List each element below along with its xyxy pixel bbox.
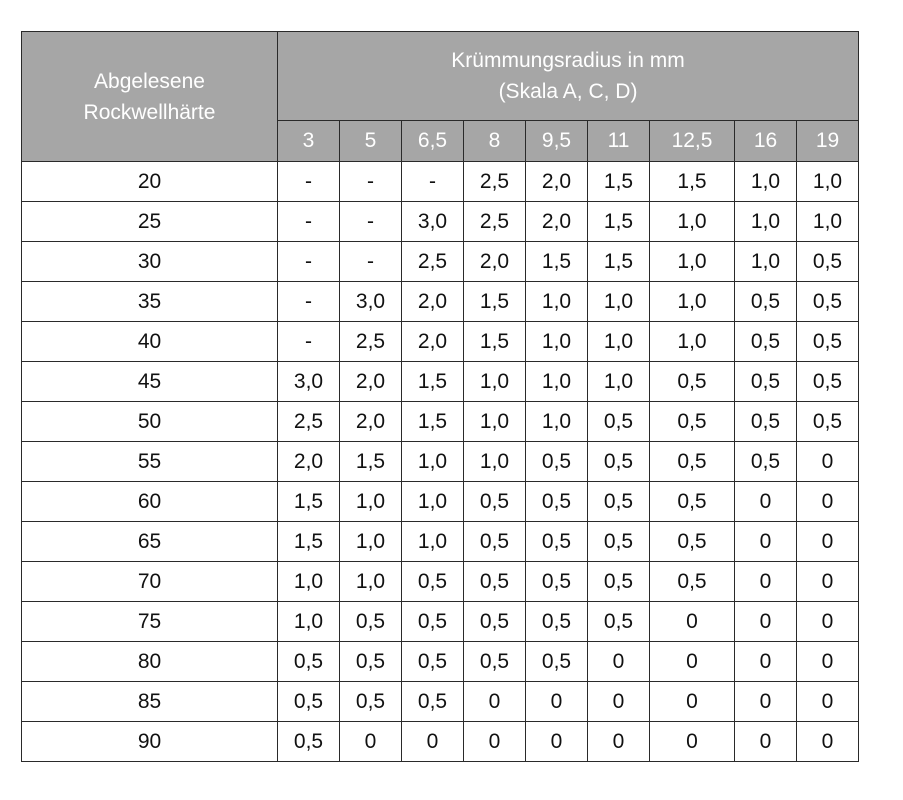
correction-value-cell: 2,0 (340, 362, 402, 402)
correction-value-cell: - (278, 202, 340, 242)
row-header-line2: Rockwellhärte (83, 100, 216, 124)
row-header-line1: Abgelesene (94, 69, 205, 93)
correction-table (21, 31, 859, 762)
correction-value-cell: 2,5 (402, 242, 464, 282)
hardness-cell: 70 (22, 562, 278, 602)
correction-value-cell: 0 (797, 562, 859, 602)
correction-value-cell: 0 (650, 722, 735, 762)
correction-value-cell: 0 (735, 602, 797, 642)
table-header (22, 32, 859, 162)
correction-value-cell: 0 (650, 642, 735, 682)
correction-value-cell: 0,5 (797, 242, 859, 282)
correction-value-cell: 0,5 (588, 562, 650, 602)
correction-value-cell: 0,5 (340, 602, 402, 642)
correction-value-cell: 0,5 (735, 282, 797, 322)
correction-value-cell: 1,0 (650, 202, 735, 242)
correction-value-cell: 1,0 (735, 162, 797, 202)
hardness-cell: 20 (22, 162, 278, 202)
correction-value-cell: 0,5 (464, 602, 526, 642)
correction-value-cell: 1,5 (402, 362, 464, 402)
correction-value-cell: 2,5 (464, 202, 526, 242)
table-row (22, 202, 859, 242)
correction-value-cell: 0,5 (464, 562, 526, 602)
correction-value-cell: 0,5 (735, 362, 797, 402)
correction-value-cell: 0 (735, 562, 797, 602)
correction-value-cell: 0,5 (526, 442, 588, 482)
correction-value-cell: 1,0 (526, 322, 588, 362)
correction-value-cell: 1,5 (464, 322, 526, 362)
correction-value-cell: 1,0 (402, 442, 464, 482)
correction-value-cell: 0,5 (650, 362, 735, 402)
correction-value-cell: 0 (735, 722, 797, 762)
correction-value-cell: - (278, 322, 340, 362)
correction-value-cell: 1,5 (464, 282, 526, 322)
table-row (22, 442, 859, 482)
table-row (22, 362, 859, 402)
correction-value-cell: 2,0 (464, 242, 526, 282)
correction-value-cell: 0,5 (650, 402, 735, 442)
correction-value-cell: 1,5 (650, 162, 735, 202)
correction-value-cell: 0,5 (797, 282, 859, 322)
correction-value-cell: 1,5 (588, 162, 650, 202)
correction-value-cell: 0,5 (588, 522, 650, 562)
table-row (22, 322, 859, 362)
hardness-cell: 85 (22, 682, 278, 722)
correction-value-cell: 1,0 (402, 482, 464, 522)
correction-value-cell: 0 (650, 682, 735, 722)
correction-value-cell: 0,5 (526, 562, 588, 602)
correction-value-cell: 1,0 (650, 242, 735, 282)
correction-value-cell: - (402, 162, 464, 202)
hardness-cell: 40 (22, 322, 278, 362)
correction-value-cell: 0,5 (526, 522, 588, 562)
correction-value-cell: 0 (797, 482, 859, 522)
correction-value-cell: 1,0 (464, 402, 526, 442)
correction-value-cell: 0 (588, 682, 650, 722)
group-header-radius (278, 32, 859, 121)
correction-value-cell: 0 (797, 642, 859, 682)
table-row (22, 402, 859, 442)
correction-value-cell: 2,5 (278, 402, 340, 442)
radius-header-cell: 12,5 (650, 121, 735, 162)
correction-value-cell: 0,5 (650, 482, 735, 522)
table-row (22, 682, 859, 722)
correction-value-cell: 2,0 (402, 322, 464, 362)
correction-value-cell: 0,5 (402, 642, 464, 682)
correction-value-cell: 0 (650, 602, 735, 642)
correction-value-cell: 1,0 (650, 282, 735, 322)
correction-value-cell: 2,0 (340, 402, 402, 442)
table-row (22, 162, 859, 202)
correction-value-cell: 0 (735, 642, 797, 682)
hardness-cell: 90 (22, 722, 278, 762)
correction-value-cell: 0 (526, 722, 588, 762)
correction-value-cell: 1,0 (402, 522, 464, 562)
correction-value-cell: 0,5 (464, 482, 526, 522)
table-body (22, 162, 859, 762)
group-header-line2: (Skala A, C, D) (498, 80, 638, 103)
correction-value-cell: 0,5 (526, 482, 588, 522)
correction-value-cell: 0 (588, 722, 650, 762)
correction-value-cell: 1,0 (278, 602, 340, 642)
correction-value-cell: 0,5 (278, 722, 340, 762)
correction-value-cell: 0 (797, 522, 859, 562)
correction-value-cell: 0 (797, 602, 859, 642)
correction-value-cell: 1,0 (588, 322, 650, 362)
table-row (22, 522, 859, 562)
correction-value-cell: 1,0 (735, 202, 797, 242)
table-row (22, 482, 859, 522)
correction-value-cell: 0,5 (588, 442, 650, 482)
row-header-hardness (22, 32, 278, 162)
correction-value-cell: 1,5 (588, 202, 650, 242)
correction-value-cell: 0,5 (650, 562, 735, 602)
correction-value-cell: 2,5 (464, 162, 526, 202)
correction-value-cell: 1,0 (797, 202, 859, 242)
correction-value-cell: 0,5 (735, 322, 797, 362)
correction-value-cell: 0,5 (735, 402, 797, 442)
correction-value-cell: 0 (735, 522, 797, 562)
correction-value-cell: 2,0 (526, 202, 588, 242)
correction-value-cell: 0 (464, 682, 526, 722)
table-row (22, 562, 859, 602)
correction-value-cell: 0,5 (797, 402, 859, 442)
correction-value-cell: - (278, 282, 340, 322)
group-header-line1: Krümmungsradius in mm (451, 49, 685, 72)
correction-value-cell: 2,5 (340, 322, 402, 362)
correction-value-cell: 2,0 (278, 442, 340, 482)
correction-value-cell: 0 (735, 682, 797, 722)
correction-value-cell: 1,5 (278, 482, 340, 522)
correction-value-cell: - (278, 242, 340, 282)
radius-header-cell: 6,5 (402, 121, 464, 162)
correction-value-cell: 1,0 (340, 562, 402, 602)
correction-value-cell: 1,0 (526, 362, 588, 402)
correction-value-cell: 0 (340, 722, 402, 762)
correction-value-cell: - (340, 202, 402, 242)
hardness-cell: 25 (22, 202, 278, 242)
correction-value-cell: 1,0 (278, 562, 340, 602)
correction-value-cell: 0,5 (588, 402, 650, 442)
correction-value-cell: 0,5 (278, 682, 340, 722)
correction-value-cell: 1,0 (588, 282, 650, 322)
table-row (22, 282, 859, 322)
correction-value-cell: 1,0 (735, 242, 797, 282)
correction-value-cell: 2,0 (526, 162, 588, 202)
correction-value-cell: 1,5 (402, 402, 464, 442)
radius-header-cell: 8 (464, 121, 526, 162)
correction-value-cell: 0,5 (464, 522, 526, 562)
hardness-cell: 60 (22, 482, 278, 522)
correction-value-cell: 1,5 (340, 442, 402, 482)
correction-value-cell: 0,5 (464, 642, 526, 682)
correction-value-cell: 1,5 (588, 242, 650, 282)
hardness-cell: 30 (22, 242, 278, 282)
correction-value-cell: 3,0 (278, 362, 340, 402)
correction-value-cell: 0,5 (278, 642, 340, 682)
correction-value-cell: 0,5 (340, 682, 402, 722)
correction-value-cell: 0,5 (402, 562, 464, 602)
hardness-cell: 75 (22, 602, 278, 642)
radius-header-cell: 16 (735, 121, 797, 162)
correction-value-cell: - (278, 162, 340, 202)
correction-value-cell: 0,5 (588, 482, 650, 522)
correction-value-cell: 0 (797, 442, 859, 482)
correction-value-cell: - (340, 162, 402, 202)
radius-header-cell: 3 (278, 121, 340, 162)
correction-value-cell: 0 (735, 482, 797, 522)
radius-header-cell: 11 (588, 121, 650, 162)
correction-value-cell: 0,5 (797, 362, 859, 402)
table-row (22, 642, 859, 682)
correction-value-cell: 1,5 (278, 522, 340, 562)
correction-value-cell: 0 (402, 722, 464, 762)
hardness-cell: 55 (22, 442, 278, 482)
hardness-cell: 50 (22, 402, 278, 442)
radius-header-cell: 19 (797, 121, 859, 162)
radius-header-cell: 9,5 (526, 121, 588, 162)
correction-value-cell: 0 (588, 642, 650, 682)
correction-value-cell: 1,5 (526, 242, 588, 282)
table-row (22, 722, 859, 762)
table-row (22, 242, 859, 282)
correction-value-cell: 0 (464, 722, 526, 762)
correction-value-cell: 0,5 (588, 602, 650, 642)
correction-value-cell: 2,0 (402, 282, 464, 322)
correction-value-cell: 1,0 (464, 362, 526, 402)
correction-value-cell: 0 (797, 722, 859, 762)
correction-value-cell: 0,5 (402, 602, 464, 642)
correction-value-cell: 1,0 (340, 522, 402, 562)
correction-value-cell: 3,0 (340, 282, 402, 322)
correction-value-cell: 0,5 (526, 642, 588, 682)
hardness-cell: 35 (22, 282, 278, 322)
correction-value-cell: 0,5 (340, 642, 402, 682)
correction-value-cell: 0,5 (735, 442, 797, 482)
correction-value-cell: 1,0 (588, 362, 650, 402)
correction-value-cell: 1,0 (650, 322, 735, 362)
correction-value-cell: 0,5 (797, 322, 859, 362)
correction-value-cell: 1,0 (797, 162, 859, 202)
header-row-group (22, 32, 859, 121)
correction-value-cell: 1,0 (526, 282, 588, 322)
correction-value-cell: 1,0 (464, 442, 526, 482)
correction-value-cell: 1,0 (340, 482, 402, 522)
correction-value-cell: 0,5 (402, 682, 464, 722)
radius-header-cell: 5 (340, 121, 402, 162)
hardness-cell: 80 (22, 642, 278, 682)
correction-value-cell: 3,0 (402, 202, 464, 242)
correction-value-cell: 0,5 (526, 602, 588, 642)
correction-value-cell: 0 (797, 682, 859, 722)
correction-value-cell: - (340, 242, 402, 282)
correction-value-cell: 1,0 (526, 402, 588, 442)
hardness-cell: 45 (22, 362, 278, 402)
table-row (22, 602, 859, 642)
hardness-cell: 65 (22, 522, 278, 562)
correction-value-cell: 0,5 (650, 522, 735, 562)
correction-value-cell: 0 (526, 682, 588, 722)
correction-value-cell: 0,5 (650, 442, 735, 482)
